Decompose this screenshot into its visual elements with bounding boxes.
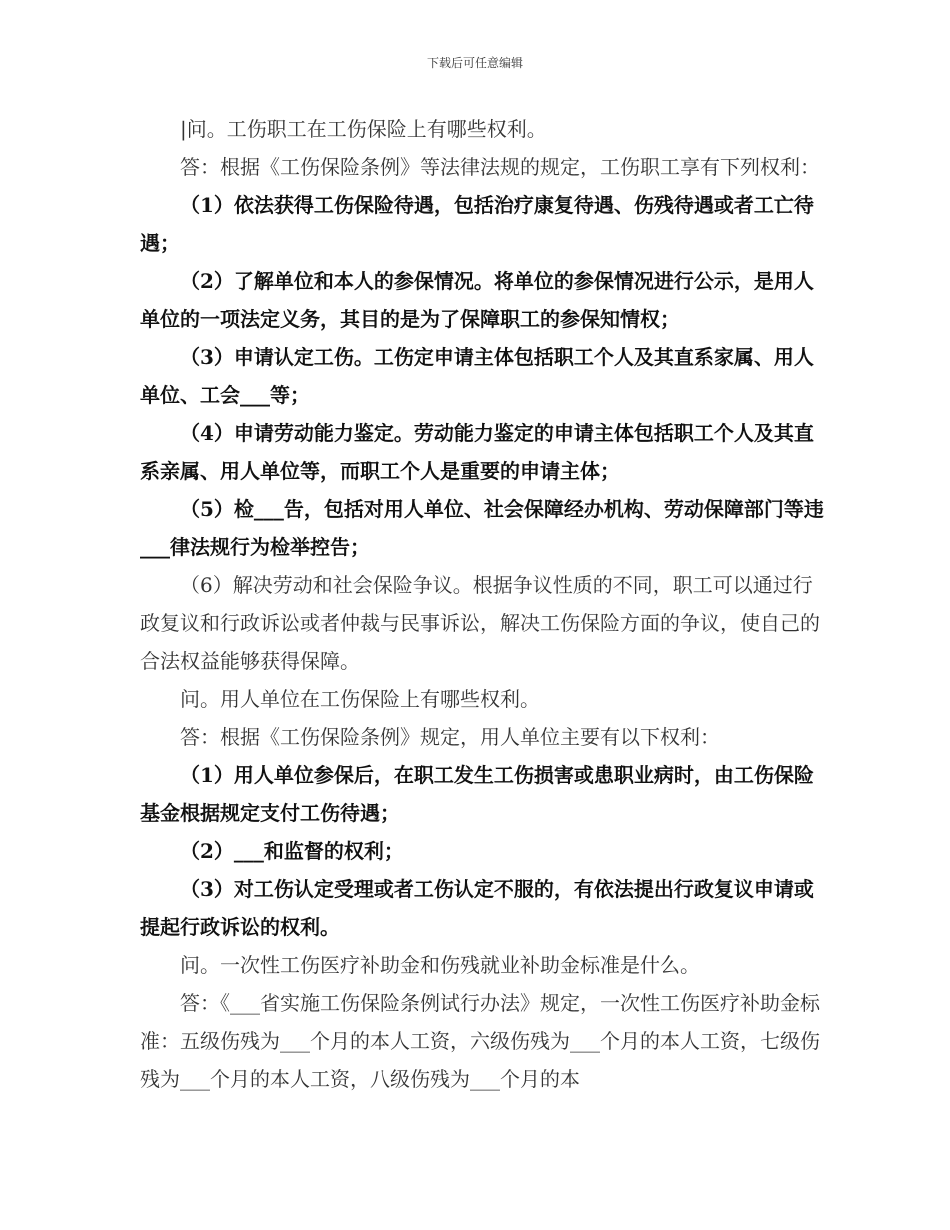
page-header: 下载后可任意编辑 <box>426 56 523 70</box>
answer-2-item-2: （2）___和监督的权利； <box>180 839 404 863</box>
answer-1-item-2: （2）了解单位和本人的参保情况。将单位的参保情况进行公示，是用人单位的一项法定义务，其目的是为了保障职工的参保知情权； <box>140 269 814 331</box>
question-2: 问。用人单位在工伤保险上有哪些权利。 <box>180 687 540 711</box>
answer-3: 答：《___省实施工伤保险条例试行办法》规定，一次性工伤医疗补助金标准：五级伤残为___个月的本人工资，六级伤残为___个月的本人工资，七级伤残为___个月的本人工资，八级伤残为___个月的本 <box>140 991 820 1091</box>
answer-1-item-6: （6）解决劳动和社会保险争议。根据争议性质的不同，职工可以通过行政复议和行政诉讼或者仲裁与民事诉讼，解决工伤保险方面的争议，使自己的合法权益能够获得保障。 <box>140 573 820 673</box>
answer-2-item-1: （1）用人单位参保后，在职工发生工伤损害或患职业病时，由工伤保险基金根据规定支付工伤待遇； <box>140 763 814 825</box>
answer-2-intro: 答：根据《工伤保险条例》规定，用人单位主要有以下权利： <box>180 725 720 749</box>
answer-1-intro: 答：根据《工伤保险条例》等法律法规的规定，工伤职工享有下列权利： <box>180 155 820 179</box>
answer-1-item-3: （3）申请认定工伤。工伤定申请主体包括职工个人及其直系家属、用人单位、工会___等； <box>140 345 814 407</box>
answer-2-item-3: （3）对工伤认定受理或者工伤认定不服的，有依法提出行政复议申请或提起行政诉讼的权利。 <box>140 877 814 939</box>
question-3: 问。一次性工伤医疗补助金和伤残就业补助金标准是什么。 <box>180 953 700 977</box>
question-1: |问。工伤职工在工伤保险上有哪些权利。 <box>180 117 547 141</box>
answer-1-item-4: （4）申请劳动能力鉴定。劳动能力鉴定的申请主体包括职工个人及其直系亲属、用人单位等，而职工个人是重要的申请主体； <box>140 421 814 483</box>
document-body <box>140 110 830 1098</box>
answer-1-item-1: （1）依法获得工伤保险待遇，包括治疗康复待遇、伤残待遇或者工亡待遇； <box>140 193 814 255</box>
answer-1-item-5: （5）检___告，包括对用人单位、社会保障经办机构、劳动保障部门等违___律法规行为检举控告； <box>140 497 824 559</box>
